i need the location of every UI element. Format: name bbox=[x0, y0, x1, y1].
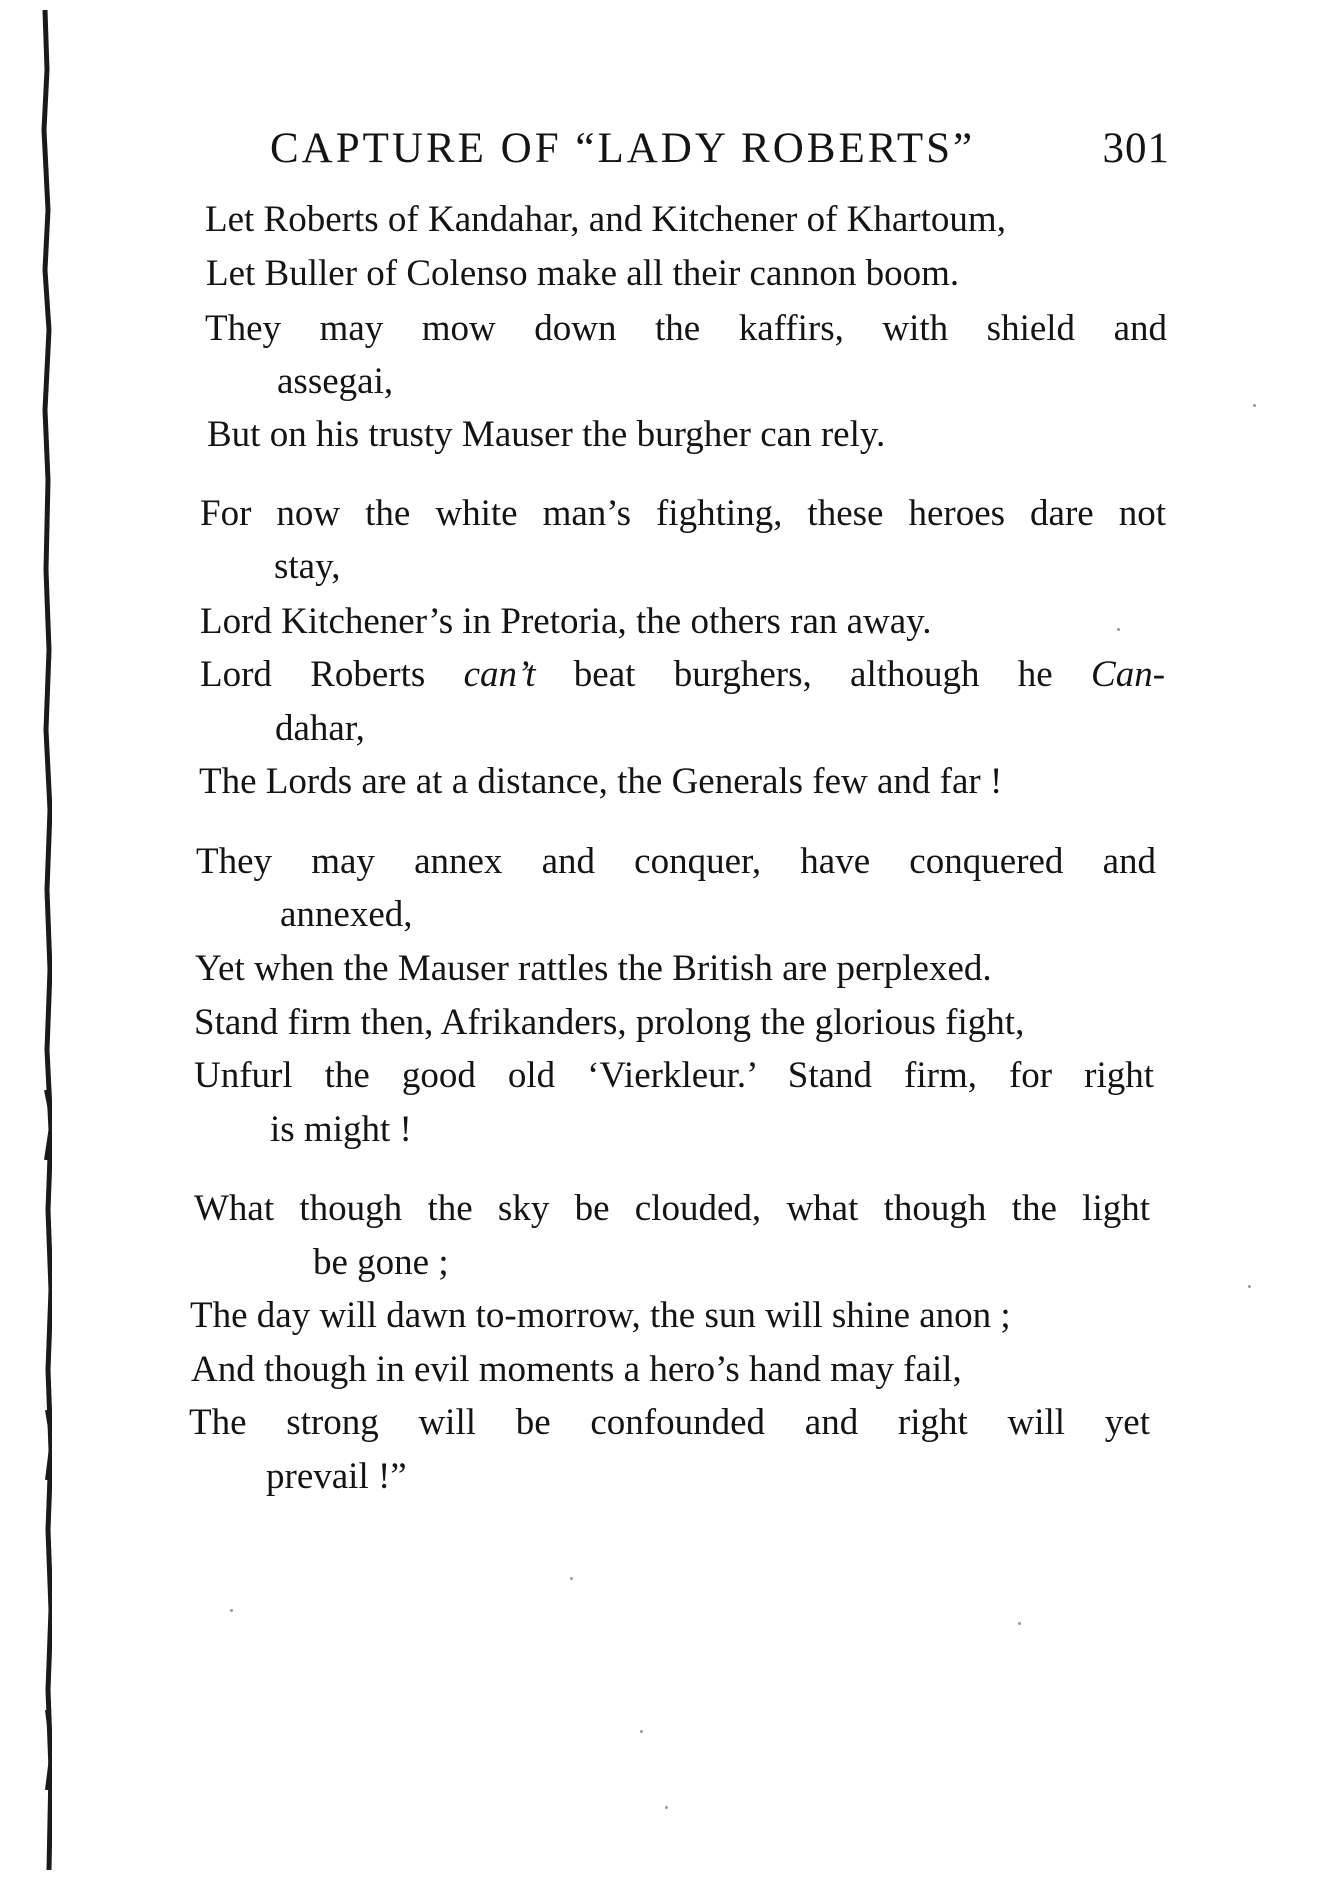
paper-speck bbox=[230, 1609, 233, 1612]
poem-line: is might ! bbox=[270, 1109, 412, 1150]
poem-line: Lord Kitchener’s in Pretoria, the others ran away. bbox=[200, 601, 932, 642]
poem-line: be gone ; bbox=[313, 1242, 449, 1283]
poem-line: They may mow down the kaffirs, with shield and bbox=[205, 308, 1167, 349]
poem-line: The day will dawn to-morrow, the sun will shine anon ; bbox=[190, 1295, 1011, 1336]
poem-line: And though in evil moments a hero’s hand may fail, bbox=[191, 1349, 962, 1390]
poem-line: Unfurl the good old ‘Vierkleur.’ Stand firm, for right bbox=[194, 1055, 1154, 1096]
poem-line: Yet when the Mauser rattles the British are perplexed. bbox=[195, 948, 992, 989]
poem-line: annexed, bbox=[280, 894, 413, 935]
poem-line: They may annex and conquer, have conquered and bbox=[196, 841, 1156, 882]
poem-line bbox=[200, 653, 1165, 697]
line-emphasis: can’t bbox=[463, 654, 536, 695]
paper-speck bbox=[570, 1577, 573, 1580]
poem-line: Let Buller of Colenso make all their cannon boom. bbox=[206, 253, 960, 294]
paper-speck bbox=[640, 1730, 643, 1733]
poem-line: What though the sky be clouded, what though the light bbox=[194, 1188, 1150, 1229]
paper-speck bbox=[1248, 1285, 1251, 1288]
poem-line: The strong will be confounded and right will yet bbox=[189, 1402, 1150, 1443]
page-number: 301 bbox=[1102, 125, 1170, 172]
poem-line: But on his trusty Mauser the burgher can rely. bbox=[207, 414, 886, 455]
running-title: CAPTURE OF “LADY ROBERTS” bbox=[270, 125, 976, 172]
paper-speck bbox=[665, 1806, 668, 1809]
poem-line: prevail !” bbox=[266, 1456, 407, 1497]
paper-speck bbox=[1253, 404, 1256, 407]
poem-line: The Lords are at a distance, the Generals few and far ! bbox=[199, 761, 1003, 802]
poem-line: stay, bbox=[274, 546, 341, 587]
line-text: Lord Roberts bbox=[200, 654, 464, 695]
poem-line: assegai, bbox=[277, 361, 394, 402]
poem-line: dahar, bbox=[275, 708, 365, 749]
poem-line: Stand firm then, Afrikanders, prolong the glorious fight, bbox=[194, 1002, 1025, 1043]
poem-line: For now the white man’s fighting, these heroes dare not bbox=[200, 493, 1166, 534]
paper-speck bbox=[1117, 628, 1120, 631]
poem-line: Let Roberts of Kandahar, and Kitchener of Khartoum, bbox=[205, 199, 1006, 240]
line-text: beat burghers, although he bbox=[535, 654, 1092, 695]
paper-speck bbox=[1018, 1622, 1021, 1625]
line-emphasis: Can- bbox=[1091, 654, 1166, 695]
